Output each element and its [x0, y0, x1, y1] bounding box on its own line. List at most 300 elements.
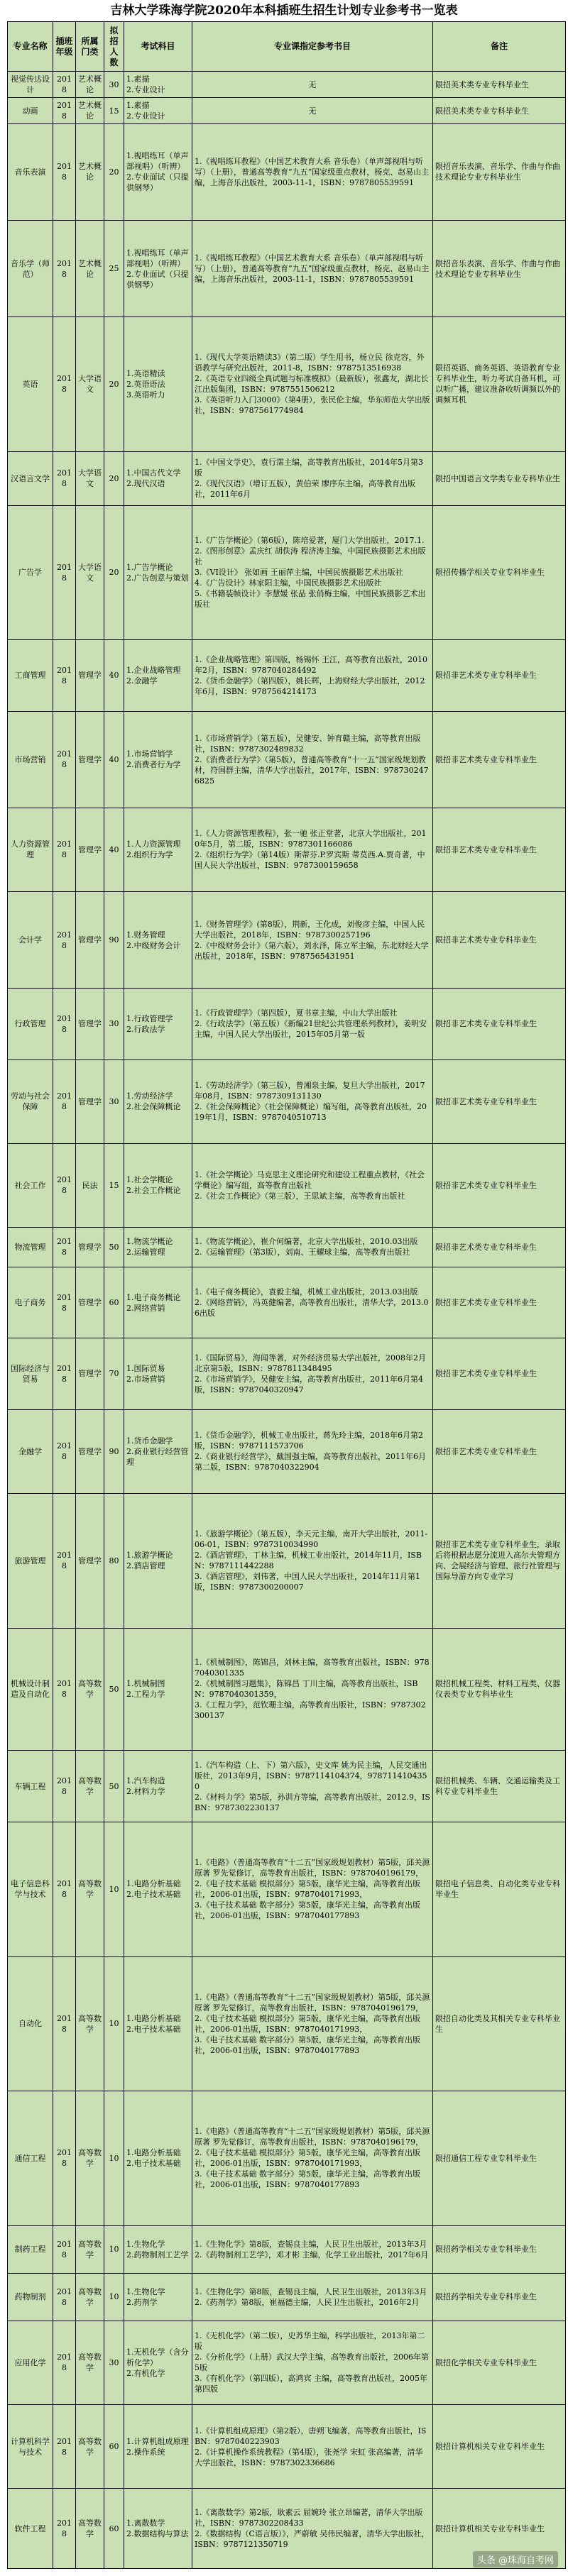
cell-year: 2018 [53, 1956, 76, 2091]
cell-note: 限招美术类专业专科毕业生 [433, 72, 566, 98]
cell-major: 社会工作 [8, 1143, 53, 1227]
cell-year: 2018 [53, 2091, 76, 2226]
cell-category: 管理学 [76, 1338, 104, 1409]
cell-refs-line: 1.《社会学概论》马克思主义理论研究和建设工程重点教材，《社会学概论》编写组，高等教育出版社 [195, 1169, 425, 1190]
cell-subjects [124, 1059, 192, 1143]
cell-subjects-line: 1.货币金融学 [126, 1436, 173, 1446]
cell-year: 2018 [53, 2273, 76, 2321]
cell-category: 管理学 [76, 640, 104, 711]
cell-count: 10 [104, 1956, 124, 2091]
cell-refs-line: 1.《电子商务概论》，袁毅主编，机械工业出版社，2013.03出版 [195, 1287, 418, 1297]
cell-major: 劳动与社会保障 [8, 1059, 53, 1143]
cell-category: 高等数学 [76, 2321, 104, 2404]
cell-major: 自动化 [8, 1956, 53, 2091]
cell-subjects-line: 2.英语语法 [126, 379, 165, 389]
cell-subjects-line: 2.药剂学 [126, 2297, 158, 2307]
cell-count: 30 [104, 2321, 124, 2404]
cell-count: 50 [104, 1628, 124, 1751]
cell-year: 2018 [53, 1751, 76, 1822]
cell-refs-line: 2.《网络营销》，冯英健编著，高等教育出版社，清华大学，2013.06出版 [195, 1298, 429, 1318]
cell-refs [192, 640, 433, 711]
cell-refs-line: 1.《广告学概论》（第6版），陈培爱著，厦门大学出版社，2017.1. [195, 536, 425, 546]
cell-refs-line: 1.《企业战略管理》第四版，杨锡怀 王江，高等教育出版社，2010年2月，ISBN：9787040284492 [195, 654, 427, 675]
cell-note: 限招非艺术类专业专科毕业生 [433, 989, 566, 1059]
cell-major: 动画 [8, 98, 53, 124]
cell-category: 管理学 [76, 1493, 104, 1628]
table-row [8, 1822, 566, 1956]
cell-subjects-line: 2.药物制剂工艺学 [126, 2250, 189, 2259]
cell-category: 高等数学 [76, 2273, 104, 2321]
cell-note: 限招化学相关专业专科毕业生 [433, 2321, 566, 2404]
cell-subjects-line: 1.行政管理学 [126, 1013, 173, 1023]
cell-subjects [124, 1956, 192, 2091]
cell-note: 限招药学相关专业专科毕业生 [433, 2273, 566, 2321]
cell-subjects-line: 2.操作系统 [126, 2447, 165, 2457]
table-row [8, 1143, 566, 1227]
cell-refs-line: 3.《电子技术基础 数字部分》第5版，康华光主编，高等教育出版社，2006-01出版，ISBN：9787040177893 [195, 1900, 420, 1921]
cell-refs-line: 1.《财务管理学》(第8版），荆新，王化成，刘俊彦主编，中国人民大学出版社，2018年，ISBN：9787300257196 [195, 919, 425, 940]
cell-refs-line: 1.《电路》（普通高等教育“十二五”国家级规划教材）第5版，邱关源原著 罗先觉修订，高等教育出版社，ISBN：9787040196179， [195, 2127, 430, 2147]
cell-subjects-line: 2.数据结构与算法 [126, 2529, 189, 2539]
cell-subjects-line: 1.生物化学 [126, 2286, 165, 2296]
cell-subjects-line: 2.专业设计 [126, 85, 165, 95]
cell-category: 管理学 [76, 1059, 104, 1143]
cell-major: 车辆工程 [8, 1751, 53, 1822]
cell-year: 2018 [53, 221, 76, 317]
cell-category: 管理学 [76, 1267, 104, 1338]
cell-note: 限招计算机相关专业专科毕业生 [433, 2404, 566, 2488]
table-row [8, 808, 566, 891]
cell-note: 限招药学相关专业专科毕业生 [433, 2225, 566, 2273]
cell-major: 音乐学（师范） [8, 221, 53, 317]
cell-count: 20 [104, 505, 124, 640]
cell-subjects-line: 2.社会保障概论 [126, 1102, 181, 1112]
cell-subjects-line: 1.素描 [126, 101, 150, 110]
cell-subjects-line: 1.财务管理 [126, 930, 165, 940]
cell-category: 高等数学 [76, 1822, 104, 1956]
cell-year: 2018 [53, 989, 76, 1059]
cell-count: 30 [104, 989, 124, 1059]
cell-refs-line: 1.《物流学概论》，崔介何编著，北京大学出版社，2010.03出版 [195, 1237, 418, 1247]
cell-subjects-line: 2.专业面试（只提供钢琴） [126, 269, 189, 290]
cell-major: 应用化学 [8, 2321, 53, 2404]
cell-subjects [124, 1338, 192, 1409]
cell-major: 工商管理 [8, 640, 53, 711]
cell-refs-line: 2.《电子技术基础 模拟部分》第5版，康华光主编，高等教育出版社，2006-01出版，ISBN：9787040171993， [195, 2013, 420, 2034]
cell-category: 高等数学 [76, 2225, 104, 2273]
cell-major: 国际经济与贸易 [8, 1338, 53, 1409]
table-row [8, 98, 566, 124]
cell-subjects [124, 98, 192, 124]
cell-year: 2018 [53, 2225, 76, 2273]
cell-subjects-line: 2.市场营销 [126, 1374, 165, 1384]
cell-year: 2018 [53, 1628, 76, 1751]
cell-subjects-line: 1.素描 [126, 75, 150, 84]
cell-major: 行政管理 [8, 989, 53, 1059]
cell-note: 限招中国语言文学类专业专科毕业生 [433, 451, 566, 505]
cell-count: 10 [104, 1822, 124, 1956]
cell-year: 2018 [53, 711, 76, 808]
cell-category: 高等数学 [76, 1628, 104, 1751]
page-title: 吉林大学珠海学院2020年本科插班生招生计划专业参考书一览表 [110, 4, 458, 18]
cell-subjects [124, 317, 192, 452]
cell-note: 限招英语、商务英语、英语教育专业专科毕业生，听力考试自备耳机，可以听广播，建议准备收听调频以外的调频耳机 [433, 317, 566, 452]
cell-note: 限招非艺术类专业专科毕业生 [433, 892, 566, 989]
cell-subjects-line: 2.组织行为学 [126, 850, 173, 860]
cell-category: 大学语文 [76, 451, 104, 505]
cell-count: 60 [104, 2404, 124, 2488]
cell-refs-line: 2.《电子技术基础 模拟部分》第5版，康华光主编，高等教育出版社，2006-01出版，ISBN：9787040171993， [195, 2148, 420, 2169]
cell-note: 限招通信工程专业专科毕业生 [433, 2091, 566, 2226]
cell-refs-line: 4.《广告设计》林家阳主编，中国民族摄影艺术出版社 [195, 578, 382, 588]
cell-subjects [124, 1267, 192, 1338]
cell-count: 30 [104, 1059, 124, 1143]
cell-major: 制药工程 [8, 2225, 53, 2273]
cell-subjects-line: 2.现代汉语 [126, 479, 165, 489]
cell-refs-line: 3.《有机化学》（第四版），高鸿宾 主编，高等教育出版社，2005年第四版 [195, 2374, 427, 2394]
cell-refs [192, 1409, 433, 1493]
table-body [8, 22, 566, 2569]
cell-year: 2018 [53, 1409, 76, 1493]
table-row [8, 2225, 566, 2273]
cell-subjects-line: 1.电路分析基础 [126, 2148, 181, 2158]
cell-refs-line: 2.《药剂学》第8版，崔福德主编，人民卫生出版社，2016年2月 [195, 2297, 420, 2307]
cell-count: 40 [104, 711, 124, 808]
cell-subjects-line: 1.无机化学（含分析化学） [126, 2347, 189, 2367]
cell-note: 限招计算机相关专业专科毕业生 [433, 2489, 566, 2569]
cell-subjects [124, 2321, 192, 2404]
cell-refs-line: 3.《工程力学》，范钦珊主编，高等教育出版社，ISBN：9787302300137 [195, 1700, 426, 1721]
cell-subjects-line: 2.电子技术基础 [126, 2024, 181, 2034]
cell-subjects [124, 2273, 192, 2321]
cell-subjects-line: 1.劳动经济学 [126, 1091, 173, 1101]
table-row [8, 221, 566, 317]
cell-refs-line: 2.《机械制图习题集》，陈锦昌 丁川主编，高等教育出版社，ISBN：9787040301359， [195, 1679, 418, 1700]
cell-subjects-line: 2.商业银行经营管理 [126, 1446, 189, 1467]
cell-subjects [124, 2489, 192, 2569]
cell-subjects [124, 451, 192, 505]
cell-note: 限招音乐表演、音乐学、作曲与作曲技术理论专业专科毕业生 [433, 221, 566, 317]
watermark: 头条 @珠海自考网 [473, 2551, 558, 2567]
cell-major: 通信工程 [8, 2091, 53, 2226]
header-subjects: 考试科目 [124, 22, 192, 72]
cell-major: 药物制剂 [8, 2273, 53, 2321]
cell-refs [192, 2404, 433, 2488]
cell-category: 高等数学 [76, 2404, 104, 2488]
cell-major: 电子商务 [8, 1267, 53, 1338]
cell-count: 30 [104, 72, 124, 98]
cell-refs [192, 2489, 433, 2569]
cell-note: 限招电子信息类、自动化类专业专科毕业生 [433, 1822, 566, 1956]
cell-refs-line: 1.《无机化学》（第二版），史苏华主编，科学出版社，2013年第二版 [195, 2331, 425, 2352]
cell-note: 限招非艺术类专业专科毕业生 [433, 1409, 566, 1493]
header-refs: 专业课指定参考书目 [192, 22, 433, 72]
cell-refs-line: 1.《汽车构造（上、下）第六版》，史文库 姚为民主编，人民交通出版社，2013年9月，ISBN：9787114104374，9787114104350 [195, 1760, 427, 1791]
cell-refs-line: 2.《社会工作概论》（第三版），王思斌主编，高等教育出版社 [195, 1191, 405, 1201]
cell-subjects [124, 221, 192, 317]
cell-subjects [124, 989, 192, 1059]
cell-subjects [124, 1493, 192, 1628]
cell-subjects-line: 2.金融学 [126, 676, 158, 686]
cell-note: 限招非艺术类专业专科毕业生 [433, 1338, 566, 1409]
cell-category: 管理学 [76, 808, 104, 891]
cell-category: 大学语文 [76, 505, 104, 640]
cell-refs-line: 无 [308, 79, 317, 89]
cell-category: 艺术概论 [76, 72, 104, 98]
cell-refs-line: 1.《机械制图》，陈锦昌，刘林主编，高等教育出版社，ISBN：9787040301335 [195, 1658, 430, 1678]
cell-category: 高等数学 [76, 1956, 104, 2091]
cell-refs [192, 1751, 433, 1822]
cell-subjects-line: 2.电子技术基础 [126, 1890, 181, 1900]
cell-refs-line: 1.《货币金融学》，机械工业出版社，蒋先玲主编，2018年6月第2版，ISBN：9787111573706 [195, 1431, 423, 1451]
cell-refs-line: 3.《英语听力入门3000》（第4册），张民伦主编，华东师范大学出版社，ISBN：9787561774984 [195, 395, 430, 416]
table-row [8, 317, 566, 452]
cell-refs-line: 1.《行政管理学》（第四版），夏书章主编，中山大学出版社 [195, 1008, 398, 1018]
cell-major: 音乐表演 [8, 123, 53, 220]
cell-category: 管理学 [76, 711, 104, 808]
cell-category: 管理学 [76, 1228, 104, 1267]
cell-year: 2018 [53, 1822, 76, 1956]
cell-count: 60 [104, 1267, 124, 1338]
cell-refs-line: 2.《计算机操作系统教程》（第4版），张尧学 宋虹 张高编著，清华大学出版社，ISBN：9787302336686 [195, 2447, 423, 2467]
cell-refs-line: 2.《图形创意》孟庆红 胡佚涛 程济涛主编，中国民族摄影艺术出版社 [195, 546, 426, 567]
cell-count: 10 [104, 2225, 124, 2273]
cell-refs-line: 1.《人力资源管理教程》，张一驰 张正堂著，北京大学出版社，2010年5月，第二版，ISBN：9787301166086 [195, 829, 427, 849]
cell-major: 计算机科学与技术 [8, 2404, 53, 2488]
cell-refs-line: 1.《旅游学概论》（第五版），李天元主编，南开大学出版社，2011-06-01，ISBN：9787310034990 [195, 1529, 428, 1550]
cell-subjects-line: 1.视唱练耳（单声部视唱）（听辨） [126, 151, 189, 172]
reference-table [7, 21, 566, 2569]
cell-refs [192, 451, 433, 505]
cell-subjects [124, 2404, 192, 2488]
cell-year: 2018 [53, 2404, 76, 2488]
cell-refs-line: 2.《数据结构（C语言版）》，严蔚敏 吴伟民编著，清华大学出版社，ISBN：9787121350719 [195, 2529, 430, 2550]
cell-refs-line: 无 [308, 106, 317, 116]
cell-refs-line: 1.《生物化学》第8版，查锡良主编，人民卫生出版社，2013年3月 [195, 2239, 427, 2249]
cell-count: 25 [104, 221, 124, 317]
cell-refs-line: 2.《社会保障概论》（社会保障概论）编写组，高等教育出版社，2019年1月，ISBN：9787040510713 [195, 1102, 427, 1123]
cell-refs-line: 1.《离散数学》第2版，耿素云 屈婉玲 张立昂编著，清华大学出版社，ISBN：9787302208433 [195, 2508, 423, 2528]
cell-subjects-line: 1.电路分析基础 [126, 1879, 181, 1889]
cell-count: 20 [104, 451, 124, 505]
cell-note: 限招自动化类及其相关专业专科毕业生 [433, 1956, 566, 2091]
cell-refs [192, 2225, 433, 2273]
cell-refs-line: 2.《现代汉语》（增订五版），黄伯荣 廖序东主编，高等教育出版社，2011年6月 [195, 479, 415, 500]
cell-note: 限招非艺术类专业专科毕业生，录取后将根据志愿分流进入高尔夫管理方向、会展经济与管理、旅行社管理与国际导游方向专业学习 [433, 1493, 566, 1628]
cell-refs-line: 5.《书籍装帧设计》李慧媛 张品 张俏梅主编，中国民族摄影艺术出版社 [195, 589, 426, 610]
table-row [8, 1751, 566, 1822]
table-row [8, 2091, 566, 2226]
cell-category: 高等数学 [76, 2489, 104, 2569]
cell-subjects [124, 1822, 192, 1956]
cell-refs-line: 2.《中级财务会计》（第六版），刘永泽，陈立军主编，东北财经大学出版社，2018年，ISBN：9787565431951 [195, 940, 429, 961]
cell-subjects-line: 2.专业面试（只提供钢琴） [126, 172, 189, 193]
table-header-row [8, 22, 566, 72]
header-category: 所属门类 [76, 22, 104, 72]
cell-refs-line: 1.《国际贸易》，海闻等著，对外经济贸易大学出版社，2008年2月北京第5版，ISBN：9787811348495 [195, 1353, 426, 1373]
cell-refs-line: 3.《VI设计》 张如画 王丽萍主编，中国民族摄影艺术出版社 [195, 568, 403, 578]
cell-count: 15 [104, 98, 124, 124]
cell-major: 汉语言文学 [8, 451, 53, 505]
cell-year: 2018 [53, 808, 76, 891]
cell-note: 限招非艺术类专业专科毕业生 [433, 808, 566, 891]
table-row [8, 505, 566, 640]
table-row [8, 451, 566, 505]
table-row [8, 2321, 566, 2404]
cell-subjects-line: 2.运输管理 [126, 1248, 165, 1257]
cell-subjects-line: 2.酒店管理 [126, 1561, 165, 1571]
cell-note: 限招机械类、车辆、交通运输类及工科专业专科毕业生 [433, 1751, 566, 1822]
table-row [8, 711, 566, 808]
cell-refs [192, 1228, 433, 1267]
header-note: 备注 [433, 22, 566, 72]
cell-note: 限招非艺术类专业专科毕业生 [433, 1228, 566, 1267]
cell-note: 限招音乐表演、音乐学、作曲与作曲技术理论专业专科毕业生 [433, 123, 566, 220]
cell-subjects-line: 1.广告学概论 [126, 562, 173, 572]
cell-subjects [124, 640, 192, 711]
cell-year: 2018 [53, 1059, 76, 1143]
cell-count: 60 [104, 2489, 124, 2569]
cell-refs [192, 808, 433, 891]
cell-major: 人力资源管理 [8, 808, 53, 891]
cell-category: 艺术概论 [76, 123, 104, 220]
cell-year: 2018 [53, 317, 76, 452]
cell-note: 限招机械工程类、材料工程类、仪器仪表类专业专科毕业生 [433, 1628, 566, 1751]
cell-subjects [124, 2091, 192, 2226]
cell-subjects-line: 1.生物化学 [126, 2239, 165, 2249]
cell-subjects-line: 2.有机化学 [126, 2368, 165, 2378]
cell-major: 物流管理 [8, 1228, 53, 1267]
cell-major: 电子信息科学与技术 [8, 1822, 53, 1956]
cell-refs-line: 1.《计算机组成原理》（第2版），唐朔飞编著，高等教育出版社，ISBN：9787040223903 [195, 2426, 427, 2446]
cell-refs-line: 1.《生物化学》第8版，查锡良主编，人民卫生出版社，2013年3月 [195, 2286, 427, 2296]
cell-subjects [124, 1751, 192, 1822]
cell-subjects-line: 1.机械制图 [126, 1679, 165, 1689]
cell-year: 2018 [53, 1267, 76, 1338]
cell-note: 限招非艺术类专业专科毕业生 [433, 1059, 566, 1143]
cell-refs-line: 1.《视唱练耳教程》（中国艺术教育大系 音乐卷）（单声部视唱与听写）（上册），普通高等教育“九五”国家级重点教材，杨克、赵易山主编，上海音乐出版社，2003-11-1，ISBN：9787805539591 [195, 253, 430, 285]
cell-refs-line: 2.《市场营销学》，吴健安主编，高等教育出版社，2011年6月第4版，ISBN：9787040320947 [195, 1374, 423, 1394]
cell-count: 50 [104, 1751, 124, 1822]
cell-subjects [124, 892, 192, 989]
cell-year: 2018 [53, 892, 76, 989]
cell-year: 2018 [53, 2321, 76, 2404]
cell-note: 限招非艺术类专业专科毕业生 [433, 640, 566, 711]
cell-subjects-line: 2.电子技术基础 [126, 2159, 181, 2169]
table-row [8, 1059, 566, 1143]
cell-refs-line: 2.《行政法学》（第五版）《新编21世纪公共管理系列教材》，姜明安主编，中国人民大学出版社，2015年05月第一版 [195, 1019, 427, 1040]
table-row [8, 989, 566, 1059]
cell-category: 艺术概论 [76, 98, 104, 124]
cell-year: 2018 [53, 1338, 76, 1409]
cell-refs [192, 1493, 433, 1628]
cell-subjects-line: 1.视唱练耳（单声部视唱）（听辨） [126, 248, 189, 268]
cell-subjects-line: 1.市场营销学 [126, 749, 173, 759]
table-row [8, 1338, 566, 1409]
cell-refs-line: 1.《电路》（普通高等教育“十二五”国家级规划教材）第5版，邱关源原著 罗先觉修订，高等教育出版社，ISBN：9787040196179， [195, 1858, 430, 1878]
header-year: 插班年级 [53, 22, 76, 72]
table-row [8, 72, 566, 98]
cell-refs [192, 1956, 433, 2091]
cell-major: 机械设计制造及自动化 [8, 1628, 53, 1751]
cell-subjects-line: 1.离散数学 [126, 2519, 165, 2528]
cell-major: 金融学 [8, 1409, 53, 1493]
cell-refs-line: 2.《酒店管理》，丁林主编，机械工业出版社，2014年11月，ISBN：9787111442288 [195, 1551, 422, 1571]
cell-subjects-line: 2.消费者行为学 [126, 760, 181, 770]
cell-refs-line: 1.《电路》（普通高等教育“十二五”国家级规划教材）第5版，邱关源原著 罗先觉修订，高等教育出版社，ISBN：9787040196179， [195, 1992, 430, 2013]
cell-count: 20 [104, 123, 124, 220]
cell-subjects [124, 711, 192, 808]
cell-major: 视觉传达设计 [8, 72, 53, 98]
cell-subjects-line: 1.企业战略管理 [126, 665, 181, 675]
cell-subjects [124, 1409, 192, 1493]
cell-refs-line: 2.《电子技术基础 模拟部分》第5版，康华光主编，高等教育出版社，2006-01出版，ISBN：9787040171993， [195, 1879, 420, 1900]
cell-refs-line: 1.《中国文学史》，袁行霈主编，高等教育出版社，2014年5月第3版 [195, 458, 423, 478]
cell-count: 15 [104, 1143, 124, 1227]
table-row [8, 1409, 566, 1493]
cell-subjects [124, 123, 192, 220]
cell-year: 2018 [53, 98, 76, 124]
cell-subjects [124, 808, 192, 891]
cell-refs-line: 3.《电子技术基础 数字部分》第5版，康华光主编，高等教育出版社，2006-01出版，ISBN：9787040177893 [195, 2169, 420, 2190]
cell-subjects-line: 1.社会学概论 [126, 1175, 173, 1185]
cell-year: 2018 [53, 1493, 76, 1628]
cell-refs [192, 505, 433, 640]
cell-subjects [124, 2225, 192, 2273]
cell-subjects-line: 3.英语听力 [126, 390, 165, 400]
header-count: 拟招人数 [104, 22, 124, 72]
cell-refs-line: 2.《材料力学》第5版，孙训方等编，高等教育出版社，2012.9，ISBN：9787302230137 [195, 1792, 430, 1812]
cell-major: 市场营销 [8, 711, 53, 808]
cell-year: 2018 [53, 1143, 76, 1227]
cell-refs [192, 98, 433, 124]
cell-count: 50 [104, 1228, 124, 1267]
cell-refs [192, 221, 433, 317]
table-row [8, 2404, 566, 2488]
cell-refs [192, 2321, 433, 2404]
table-row [8, 1267, 566, 1338]
cell-subjects [124, 1143, 192, 1227]
cell-major: 软件工程 [8, 2489, 53, 2569]
cell-count: 70 [104, 1338, 124, 1409]
cell-refs-line: 3.《酒店管理》，刘伟著，中国人民大学出版社，2014年11月第1版，ISBN：9787300200007 [195, 1572, 420, 1592]
table-row [8, 1493, 566, 1628]
cell-note: 限招非艺术类专业专科毕业生 [433, 1267, 566, 1338]
cell-subjects-line: 2.中级财务会计 [126, 940, 181, 950]
cell-refs [192, 317, 433, 452]
table-row [8, 1228, 566, 1267]
cell-subjects [124, 1228, 192, 1267]
cell-note: 限招传播学相关专业专科毕业生 [433, 505, 566, 640]
cell-subjects-line: 1.电子商务概论 [126, 1292, 181, 1302]
cell-category: 高等数学 [76, 1751, 104, 1822]
cell-refs [192, 2273, 433, 2321]
cell-year: 2018 [53, 640, 76, 711]
cell-subjects-line: 1.中国古代文学 [126, 468, 181, 478]
cell-subjects-line: 1.物流学概论 [126, 1237, 173, 1247]
cell-note: 限招非艺术类专业专科毕业生 [433, 711, 566, 808]
cell-refs-line: 2.《分析化学》（上册）武汉大学主编，高等教育出版社，2006年第5版 [195, 2352, 429, 2373]
cell-subjects-line: 2.材料力学 [126, 1787, 165, 1797]
cell-refs-line: 2.《商业银行经营学》，戴国强主编，高等教育出版社，2011年6月第二版，ISBN：9787040322904 [195, 1452, 426, 1473]
cell-refs-line: 2.《消费者行为学》（第5版），普通高等教育“十一五”国家级规划教材，符国群主编，清华大学出版社，2017年，ISBN：9787302476825 [195, 754, 429, 786]
cell-count: 80 [104, 1493, 124, 1628]
cell-major: 旅游管理 [8, 1493, 53, 1628]
cell-subjects [124, 72, 192, 98]
cell-refs-line: 3.《电子技术基础 数字部分》第5版，康华光主编，高等教育出版社，2006-01出版，ISBN：9787040177893 [195, 2035, 420, 2055]
cell-refs-line: 1.《视唱练耳教程》（中国艺术教育大系 音乐卷）（单声部视唱与听写）（上册），普通高等教育“九五”国家级重点教材，杨克、赵易山主编，上海音乐出版社，2003-11-1，ISBN：9787805539591 [195, 156, 430, 187]
cell-subjects-line: 1.汽车构造 [126, 1776, 165, 1786]
